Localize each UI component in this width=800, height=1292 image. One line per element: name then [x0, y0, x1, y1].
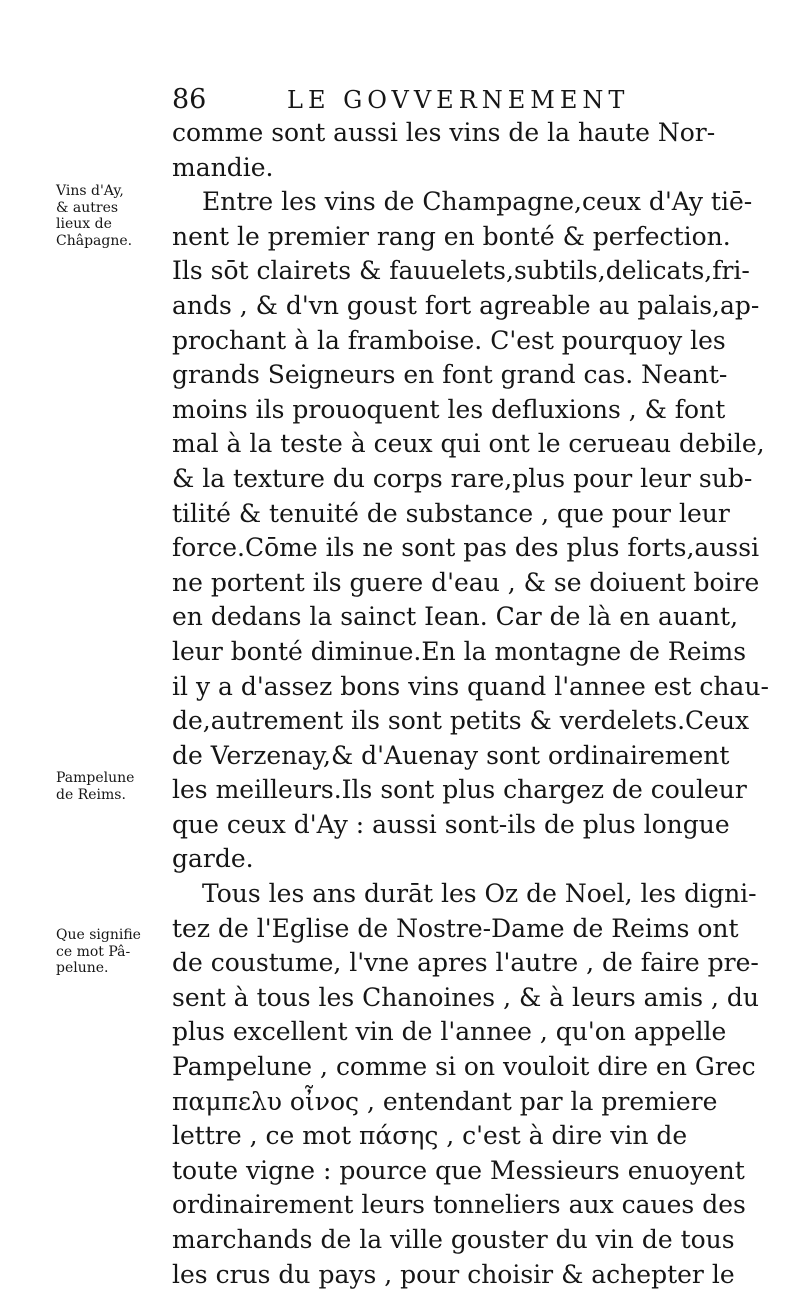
text-line: ne portent ils guere d'eau , & se doiuent boire: [172, 567, 760, 597]
text-line: mandie.: [172, 152, 274, 182]
margin-note-line: ce mot Pâ-: [56, 943, 131, 960]
margin-note-line: Châpagne.: [56, 232, 133, 249]
text-line: Pampelune , comme si on vouloit dire en Grec: [172, 1052, 756, 1082]
text-line: leur bonté diminue.En la montagne de Reims: [172, 636, 747, 666]
body-text: [172, 116, 769, 1292]
text-line: les meilleurs.Ils sont plus chargez de couleur: [172, 775, 747, 805]
page-number: 86: [172, 84, 207, 115]
text-line: ands , & d'vn goust fort agreable au palais,ap-: [172, 290, 760, 320]
margin-note-line: pelune.: [56, 960, 109, 976]
text-line: & la texture du corps rare,plus pour leur sub-: [172, 463, 753, 493]
margin-note-line: & autres: [56, 199, 119, 216]
margin-note-line: Vins d'Ay,: [56, 183, 124, 199]
margin-note-pampelune: [56, 770, 176, 803]
text-line: sent à tous les Chanoines , & à leurs amis , du: [172, 982, 760, 1012]
text-line: Ils sōt clairets & fauuelets,subtils,delicats,fri-: [172, 256, 750, 286]
text-line: lettre , ce mot πάσης , c'est à dire vin de: [172, 1121, 688, 1151]
text-line: comme sont aussi les vins de la haute Nor-: [172, 118, 716, 147]
margin-note-line: de Reims.: [56, 786, 126, 803]
text-line: les crus du pays , pour choisir & achepter le: [172, 1259, 735, 1289]
text-line: Tous les ans durāt les Oz de Noel, les digni-: [202, 879, 757, 909]
text-line: nent le premier rang en bonté & perfection.: [172, 221, 731, 251]
margin-note-signifie: [56, 927, 176, 977]
text-line: que ceux d'Ay : aussi sont-ils de plus longue: [172, 809, 730, 839]
text-line: tez de l'Eglise de Nostre-Dame de Reims ont: [172, 913, 739, 943]
text-line: marchands de la ville gouster du vin de tous: [172, 1225, 735, 1254]
text-line: toute vigne : pource que Messieurs enuoyent: [172, 1155, 745, 1185]
margin-note-line: Que signifie: [56, 927, 141, 943]
text-line: plus excellent vin de l'annee , qu'on appelle: [172, 1017, 727, 1047]
text-line: force.Cōme ils ne sont pas des plus forts,aussi: [172, 533, 760, 563]
running-title: LE GOVVERNEMENT: [287, 86, 630, 114]
margin-note-line: Pampelune: [56, 770, 135, 786]
text-line: de,autrement ils sont petits & verdelets.Ceux: [172, 706, 750, 736]
text-line: tilité & tenuité de substance , que pour leur: [172, 498, 730, 528]
text-line: ordinairement leurs tonneliers aux caues des: [172, 1190, 746, 1220]
text-line: il y a d'assez bons vins quand l'annee est chau-: [172, 671, 769, 701]
text-line: de Verzenay,& d'Auenay sont ordinairement: [172, 740, 730, 770]
text-line: moins ils prouoquent les defluxions , & font: [172, 394, 726, 424]
margin-note-vins-ay: [56, 183, 176, 249]
text-line: grands Seigneurs en font grand cas. Neant-: [172, 360, 728, 390]
text-line: Entre les vins de Champagne,ceux d'Ay tiē-: [202, 187, 753, 217]
text-line: garde.: [172, 844, 254, 874]
text-line: prochant à la framboise. C'est pourquoy les: [172, 325, 726, 355]
margin-note-line: lieux de: [56, 216, 112, 232]
text-line: παμπελυ οἶνος , entendant par la premiere: [172, 1086, 718, 1116]
text-line: mal à la teste à ceux qui ont le cerueau debile,: [172, 429, 765, 459]
text-line: en dedans la sainct Iean. Car de là en auant,: [172, 602, 739, 632]
text-line: de coustume, l'vne apres l'autre , de faire pre-: [172, 948, 759, 978]
